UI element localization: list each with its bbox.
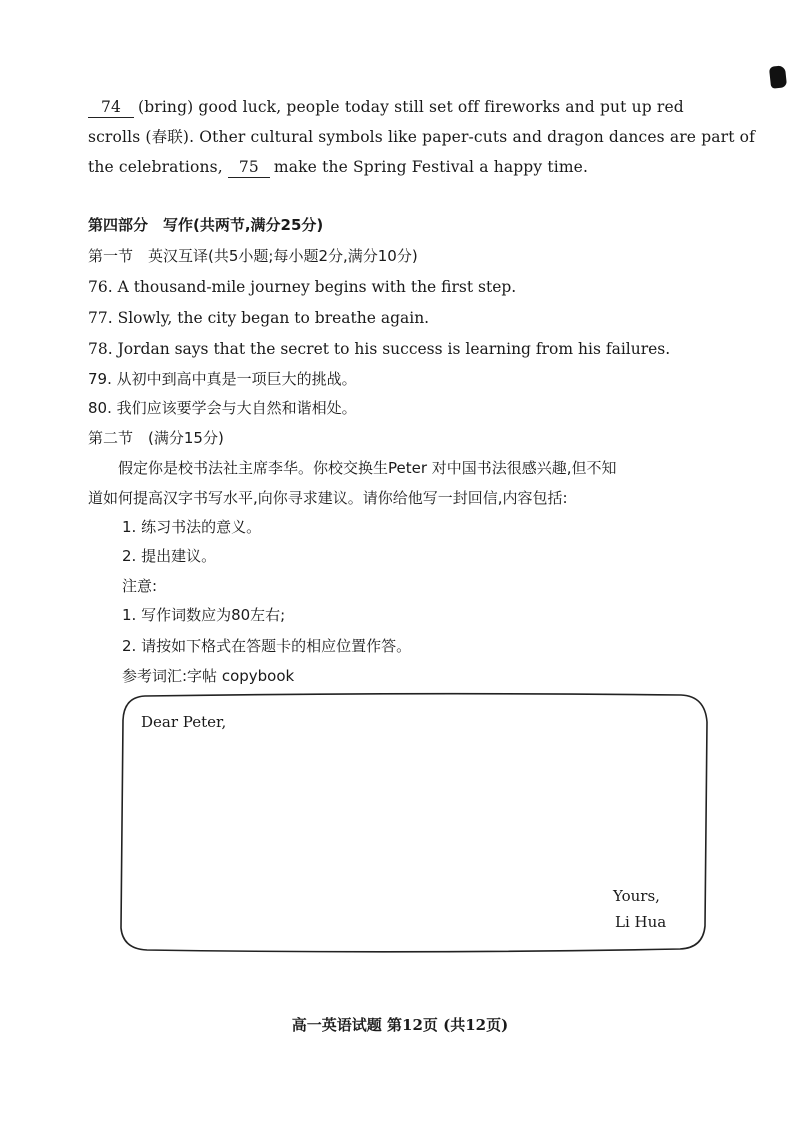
translation-item-76: 76. A thousand-mile journey begins with the first step.: [88, 278, 517, 296]
notice-item-1: 1. 写作词数应为80左右;: [122, 606, 286, 624]
page-footer: 高一英语试题 第12页 (共12页): [291, 1016, 509, 1034]
blank-74[interactable]: 74: [88, 97, 134, 118]
passage-line-1-text: (bring) good luck, people today still set off fireworks and put up red: [138, 98, 684, 116]
blank-75[interactable]: 75: [228, 157, 270, 178]
letter-frame: [115, 690, 711, 956]
notice-item-2: 2. 请按如下格式在答题卡的相应位置作答。: [122, 637, 412, 655]
translation-item-80: 80. 我们应该要学会与大自然和谐相处。: [88, 399, 357, 417]
reference-vocabulary: 参考词汇:字帖 copybook: [122, 667, 295, 685]
prompt-line-1: 假定你是校书法社主席李华。你校交换生Peter 对中国书法很感兴趣,但不知: [118, 459, 617, 477]
content-point-2: 2. 提出建议。: [122, 547, 217, 565]
passage-line-1: [88, 97, 684, 118]
prompt-line-2: 道如何提高汉字书写水平,向你寻求建议。请你给他写一封回信,内容包括:: [88, 489, 568, 507]
part-2-title: 第二节 (满分15分): [88, 429, 224, 447]
translation-item-77: 77. Slowly, the city began to breathe again.: [88, 309, 430, 327]
part-1-title: 第一节 英汉互译(共5小题;每小题2分,满分10分): [88, 247, 418, 265]
passage-line-3-after: make the Spring Festival a happy time.: [273, 158, 589, 176]
letter-closing: Yours,: [613, 887, 660, 905]
translation-item-78: 78. Jordan says that the secret to his success is learning from his failures.: [88, 340, 671, 358]
corner-ink-mark: [769, 65, 787, 89]
translation-item-79: 79. 从初中到高中真是一项巨大的挑战。: [88, 370, 357, 388]
notice-label: 注意:: [122, 577, 158, 595]
passage-line-3-before: the celebrations,: [88, 158, 223, 176]
section-4-title: 第四部分 写作(共两节,满分25分): [88, 216, 324, 234]
letter-greeting: Dear Peter,: [141, 713, 227, 731]
content-point-1: 1. 练习书法的意义。: [122, 518, 262, 536]
passage-line-2: scrolls (春联). Other cultural symbols like paper-cuts and dragon dances are part of: [88, 128, 756, 146]
passage-line-3: [88, 157, 588, 178]
letter-signature: Li Hua: [615, 913, 667, 931]
